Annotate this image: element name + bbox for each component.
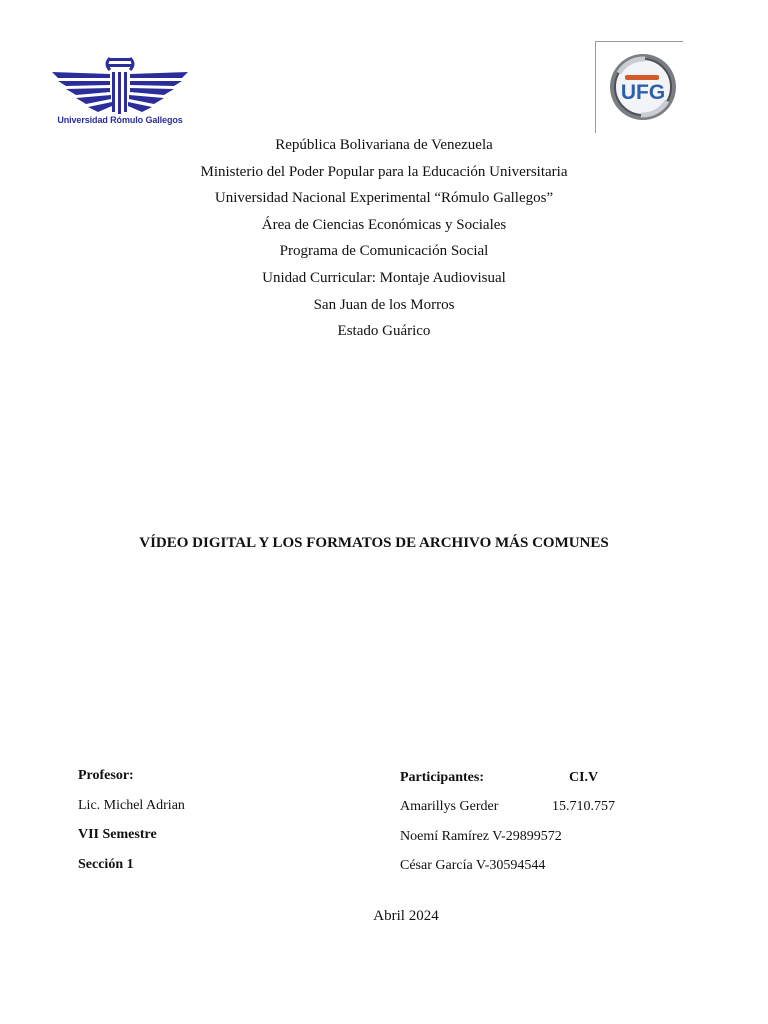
id-column-label: CI.V	[569, 770, 599, 785]
header-line: Unidad Curricular: Montaje Audiovisual	[262, 269, 506, 286]
university-logo	[50, 54, 190, 130]
participants-label: Participantes:	[400, 770, 484, 785]
svg-text:UFG: UFG	[620, 81, 666, 104]
logo-frame-top	[595, 41, 683, 42]
header-line: Estado Guárico	[337, 323, 431, 340]
universidad-romulo-gallegos-logo-icon	[50, 54, 190, 116]
participant-id: 15.710.757	[552, 799, 615, 814]
logo-frame-left	[595, 41, 596, 133]
ufg-seal-logo-icon	[605, 47, 681, 127]
participant-name: Noemí Ramírez V-29899572	[400, 829, 562, 844]
header-line: Área de Ciencias Económicas y Sociales	[261, 216, 507, 233]
header-line: San Juan de los Morros	[313, 296, 455, 313]
semester: VII Semestre	[78, 827, 157, 842]
section: Sección 1	[78, 857, 134, 872]
header-line: Ministerio del Poder Popular para la Educación Universitaria	[200, 163, 568, 180]
header-line: República Bolivariana de Venezuela	[275, 137, 493, 153]
document-title: VÍDEO DIGITAL Y LOS FORMATOS DE ARCHIVO MÁS COMUNES	[139, 535, 609, 551]
participant-name: Amarillys Gerder	[400, 799, 499, 814]
header-line: Universidad Nacional Experimental “Rómulo Gallegos”	[214, 190, 554, 207]
document-date: Abril 2024	[373, 908, 439, 924]
professor-label: Profesor:	[78, 768, 134, 783]
header-line: Programa de Comunicación Social	[279, 243, 489, 260]
participant-name: César García V-30594544	[400, 858, 546, 873]
ufg-logo	[595, 41, 683, 133]
logo-caption: Universidad Rómulo Gallegos	[57, 115, 183, 125]
institution-header	[0, 132, 768, 345]
professor-name: Lic. Michel Adrian	[78, 798, 185, 813]
